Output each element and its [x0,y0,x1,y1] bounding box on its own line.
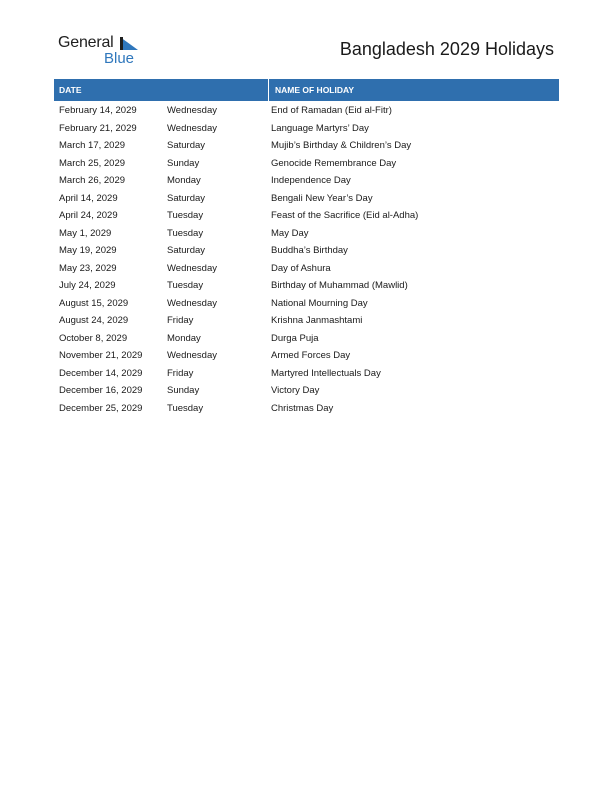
holiday-name: Victory Day [271,385,320,397]
table-row [54,312,559,330]
holiday-weekday: Sunday [167,385,200,397]
holiday-date: August 24, 2029 [59,315,129,327]
holiday-weekday: Friday [167,367,194,379]
holiday-weekday: Tuesday [167,210,204,222]
holiday-date: May 1, 2029 [59,227,112,239]
page-title: Bangladesh 2029 Holidays [339,39,554,59]
holiday-date: March 17, 2029 [59,140,126,152]
generalblue-logo [58,34,148,68]
table-row [54,242,559,260]
holiday-name: Birthday of Muhammad (Mawlid) [271,280,408,292]
table-row [54,347,559,365]
table-row [54,120,559,138]
column-header-date: DATE [54,79,269,101]
table-row [54,382,559,400]
table-row [54,137,559,155]
holiday-date: May 19, 2029 [59,245,117,257]
table-row [54,277,559,295]
table-row [54,330,559,348]
holiday-name: May Day [271,227,309,239]
holiday-name: Genocide Remembrance Day [271,157,397,169]
holiday-date: October 8, 2029 [59,332,128,344]
holiday-weekday: Wednesday [167,105,217,117]
holiday-date: July 24, 2029 [59,280,116,292]
table-row [54,260,559,278]
holiday-weekday: Saturday [167,192,206,204]
holiday-name: Mujib’s Birthday & Children’s Day [271,140,412,152]
holiday-weekday: Tuesday [167,280,204,292]
holiday-weekday: Sunday [167,157,200,169]
holiday-name: End of Ramadan (Eid al-Fitr) [271,105,392,117]
holiday-date: November 21, 2029 [59,350,143,362]
holiday-name: Krishna Janmashtami [271,315,363,327]
holiday-weekday: Wednesday [167,262,217,274]
holiday-weekday: Tuesday [167,402,204,414]
holiday-name: Buddha’s Birthday [271,245,348,257]
holiday-name: Language Martyrs’ Day [271,122,369,134]
logo-text-blue: Blue [104,50,135,67]
table-row [54,190,559,208]
holiday-weekday: Tuesday [167,227,204,239]
holiday-date: December 25, 2029 [59,402,143,414]
holiday-table [54,79,559,417]
table-body [54,102,559,417]
holiday-date: March 26, 2029 [59,175,126,187]
holiday-date: December 14, 2029 [59,367,143,379]
column-header-name: NAME OF HOLIDAY [275,85,355,95]
table-row [54,225,559,243]
holiday-weekday: Wednesday [167,350,217,362]
holiday-name: Christmas Day [271,402,334,414]
holiday-weekday: Monday [167,175,201,187]
holiday-date: February 21, 2029 [59,122,137,134]
holiday-date: December 16, 2029 [59,385,143,397]
holiday-name: Armed Forces Day [271,350,351,362]
table-header [54,79,559,101]
holiday-name: Feast of the Sacrifice (Eid al-Adha) [271,210,419,222]
table-row [54,102,559,120]
logo-text-general: General [58,34,114,51]
holiday-date: April 24, 2029 [59,210,118,222]
holiday-date: March 25, 2029 [59,157,126,169]
holiday-name: Day of Ashura [271,262,331,274]
holiday-name: National Mourning Day [271,297,368,309]
holiday-weekday: Monday [167,332,201,344]
holiday-weekday: Wednesday [167,122,217,134]
holiday-weekday: Wednesday [167,297,217,309]
table-row [54,295,559,313]
holiday-date: May 23, 2029 [59,262,117,274]
table-row [54,365,559,383]
holiday-date: February 14, 2029 [59,105,137,117]
table-row [54,207,559,225]
table-row [54,172,559,190]
holiday-weekday: Saturday [167,140,206,152]
holiday-name: Independence Day [271,175,351,187]
table-row [54,155,559,173]
holiday-weekday: Friday [167,315,194,327]
holiday-date: April 14, 2029 [59,192,118,204]
table-row [54,400,559,418]
logo-triangle-icon [120,37,138,50]
holiday-weekday: Saturday [167,245,206,257]
holiday-date: August 15, 2029 [59,297,129,309]
holiday-name: Martyred Intellectuals Day [271,367,381,379]
holiday-name: Durga Puja [271,332,319,344]
holiday-name: Bengali New Year’s Day [271,192,373,204]
